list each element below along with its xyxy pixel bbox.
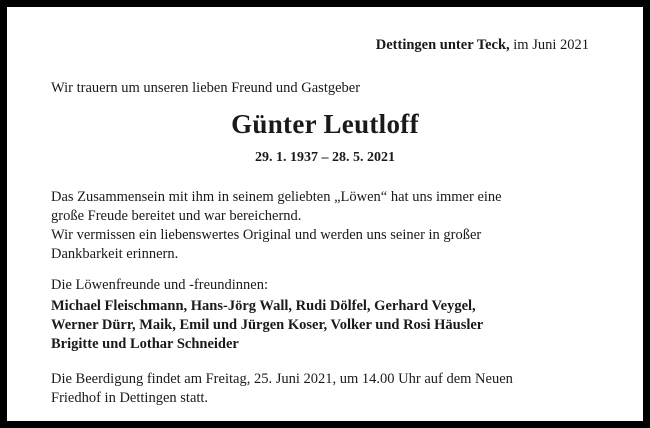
friends-list <box>51 297 599 354</box>
memorial-body-line-4: Dankbarkeit erinnern. <box>51 245 179 262</box>
header-place: Dettingen unter Teck, <box>375 37 510 53</box>
header-date: im Juni 2021 <box>509 37 589 53</box>
funeral-details-line-2: Friedhof in Dettingen statt. <box>51 389 209 406</box>
friends-list-line: Michael Fleischmann, Hans-Jörg Wall, Rudi Dölfel, Gerhard Veygel, <box>51 298 476 315</box>
memorial-body-line-1: Das Zusammensein mit ihm in seinem geliebten „Löwen“ hat uns immer eine <box>51 189 502 205</box>
intro-text: Wir trauern um unseren lieben Freund und Gastgeber <box>51 80 361 96</box>
friends-list-line: Brigitte und Lothar Schneider <box>51 336 239 353</box>
memorial-body-line-2: große Freude bereitet und war bereichernd. <box>51 207 302 224</box>
deceased-dates: 29. 1. 1937 – 28. 5. 2021 <box>255 150 395 165</box>
memorial-body <box>51 188 599 263</box>
deceased-name: Günter Leutloff <box>231 109 419 139</box>
funeral-details <box>51 370 599 408</box>
friends-list-line: Werner Dürr, Maik, Emil und Jürgen Koser, Volker und Rosi Häusler <box>51 317 484 334</box>
memorial-body-line-3: Wir vermissen ein liebenswertes Original und werden uns seiner in großer <box>51 226 482 243</box>
header-location-date <box>51 37 599 54</box>
friends-label: Die Löwenfreunde und -freundinnen: <box>51 277 269 294</box>
funeral-details-line-1: Die Beerdigung findet am Freitag, 25. Juni 2021, um 14.00 Uhr auf dem Neuen <box>51 370 513 387</box>
